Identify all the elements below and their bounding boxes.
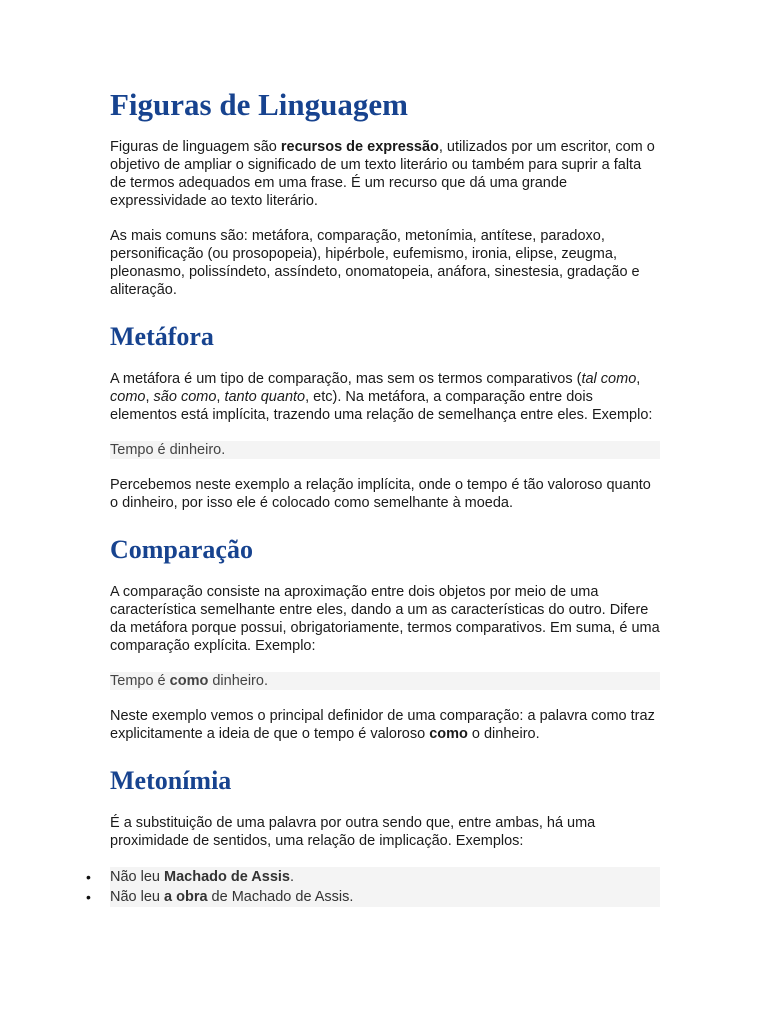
italic-text: são como bbox=[153, 389, 217, 405]
metafora-paragraph-1 bbox=[110, 370, 660, 424]
text-span: Neste exemplo vemos o principal definidor de uma comparação: a palavra como traz explicitamente a ideia de que o tempo é valoroso bbox=[110, 708, 655, 742]
section-heading-metonimia: Metonímia bbox=[110, 766, 232, 795]
text-span: de Machado de Assis. bbox=[207, 889, 354, 905]
separator: , bbox=[145, 389, 154, 405]
italic-text: como bbox=[110, 389, 146, 405]
list-item bbox=[86, 887, 660, 907]
bold-text: como bbox=[169, 673, 209, 689]
page-title: Figuras de Linguagem bbox=[110, 87, 408, 122]
example-box-metafora: Tempo é dinheiro. bbox=[110, 441, 660, 459]
metafora-paragraph-2: Percebemos neste exemplo a relação implícita, onde o tempo é tão valoroso quanto o dinheiro, por isso ele é colocado como semelhante à moeda. bbox=[110, 477, 651, 511]
metonimia-paragraph-1: É a substituição de uma palavra por outra sendo que, entre ambas, há uma proximidade de sentidos, uma relação de implicação. Exemplos: bbox=[110, 815, 596, 849]
text-span: Não leu bbox=[110, 869, 165, 885]
bold-text: a obra bbox=[164, 889, 208, 905]
comparacao-paragraph-1: A comparação consiste na aproximação entre dois objetos por meio de uma característica semelhante entre eles, dando a um as características do outro. Difere da metáfora porque possui, obrigatoriamente, termos comparativos. Em suma, é uma comparação explícita. Exemplo: bbox=[110, 584, 660, 654]
italic-text: tanto quanto bbox=[224, 389, 306, 405]
section-heading-metafora: Metáfora bbox=[110, 322, 214, 351]
article-content bbox=[86, 84, 660, 907]
bold-text: recursos de expressão bbox=[280, 139, 439, 155]
italic-text: tal como bbox=[581, 371, 637, 387]
comparacao-paragraph-2 bbox=[110, 707, 660, 743]
text-span: , utilizados por um escritor, com o objetivo de ampliar o significado de um texto literário ou também para suprir a falta de termos adequados em uma frase. É um recurso que dá uma grande expressividade ao texto literário. bbox=[110, 139, 655, 209]
text-span: , etc). Na metáfora, a comparação entre dois elementos está implícita, trazendo uma relação de semelhança entre eles. Exemplo: bbox=[110, 389, 653, 423]
text-span: Não leu bbox=[110, 889, 165, 905]
text-span: . bbox=[290, 869, 295, 885]
separator: , bbox=[216, 389, 225, 405]
text-span: Tempo é bbox=[110, 673, 170, 689]
intro-paragraph-1 bbox=[110, 138, 660, 210]
text-span: dinheiro. bbox=[208, 673, 268, 689]
text-span: Figuras de linguagem são bbox=[110, 139, 281, 155]
text-span: o dinheiro. bbox=[467, 726, 540, 742]
examples-list bbox=[86, 867, 660, 907]
bullet-icon: • bbox=[86, 889, 91, 905]
bullet-icon: • bbox=[86, 869, 91, 885]
example-box-comparacao bbox=[110, 672, 660, 690]
intro-paragraph-2: As mais comuns são: metáfora, comparação, metonímia, antítese, paradoxo, personificação (ou prosopopeia), hipérbole, eufemismo, ironia, elipse, zeugma, pleonasmo, polissíndeto, assíndeto, onomatopeia, anáfora, sinestesia, gradação e aliteração. bbox=[110, 228, 640, 298]
section-heading-comparacao: Comparação bbox=[110, 535, 253, 564]
bold-text: Machado de Assis bbox=[164, 869, 290, 885]
separator: , bbox=[636, 371, 641, 387]
text-span: A metáfora é um tipo de comparação, mas sem os termos comparativos ( bbox=[110, 371, 582, 387]
list-item bbox=[86, 867, 660, 887]
bold-text: como bbox=[429, 726, 468, 742]
